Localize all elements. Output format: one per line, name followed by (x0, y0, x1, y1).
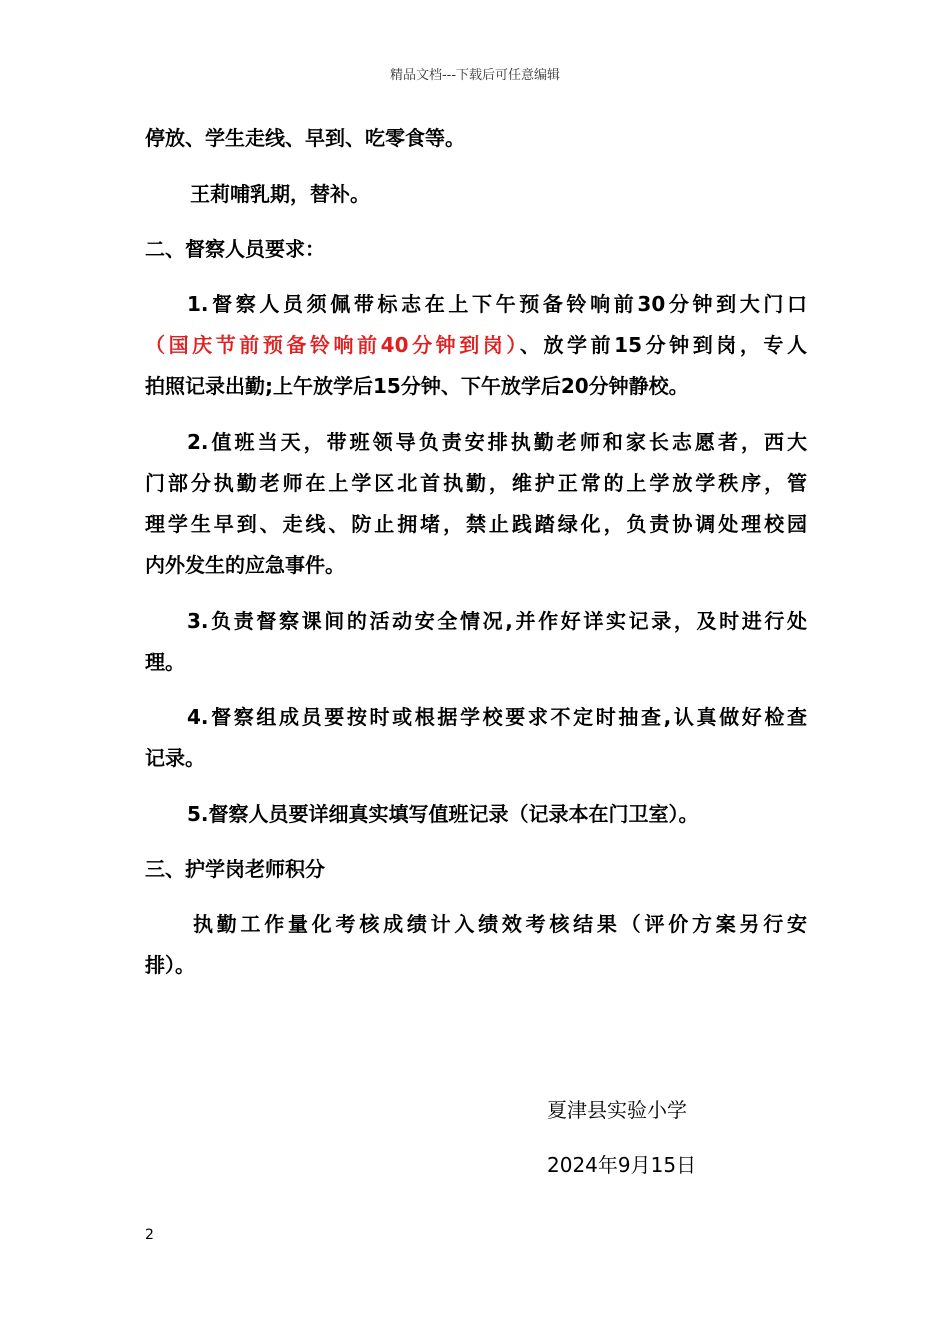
signature-date: 2024年9月15日 (547, 1153, 697, 1177)
list-item-5: 5.督察人员要详细真实填写值班记录（记录本在门卫室）。 (187, 802, 699, 826)
paragraph-substitute-note: 王莉哺乳期，替补。 (190, 182, 370, 206)
list-item-4: 4.督察组成员要按时或根据学校要求不定时抽查,认真做好检查 记录。 (145, 705, 807, 770)
list-item-3: 3.负责督察课间的活动安全情况,并作好详实记录，及时进行处 理。 (145, 609, 807, 674)
list-item-2: 2.值班当天，带班领导负责安排执勤老师和家长志愿者，西大 门部分执勤老师在上学区北首执勤，维护正常的上学放学秩序，管 理学生早到、走线、防止拥堵，禁止践踏绿化，负责协调处理校园 内外发生的应急事件。 (145, 430, 807, 577)
highlight-text: （国庆节前预备铃响前40分钟到岗） (145, 333, 520, 357)
page-number: 2 (145, 1227, 154, 1243)
signature-organization: 夏津县实验小学 (547, 1098, 687, 1122)
list-item-1: 1.督察人员须佩带标志在上下午预备铃响前30分钟到大门口 （国庆节前预备铃响前40分钟到岗）、放学前15分钟到岗，专人 拍照记录出勤;上午放学后15分钟、下午放学后20分钟静校。 (145, 292, 807, 398)
section-heading-2: 二、督察人员要求： (145, 237, 325, 261)
paragraph-continuation: 停放、学生走线、早到、吃零食等。 (145, 126, 465, 150)
paragraph-scoring: 执勤工作量化考核成绩计入绩效考核结果（评价方案另行安 排）。 (145, 912, 807, 977)
section-heading-3: 三、护学岗老师积分 (145, 857, 325, 881)
page-header: 精品文档---下载后可任意编辑 (389, 68, 561, 83)
